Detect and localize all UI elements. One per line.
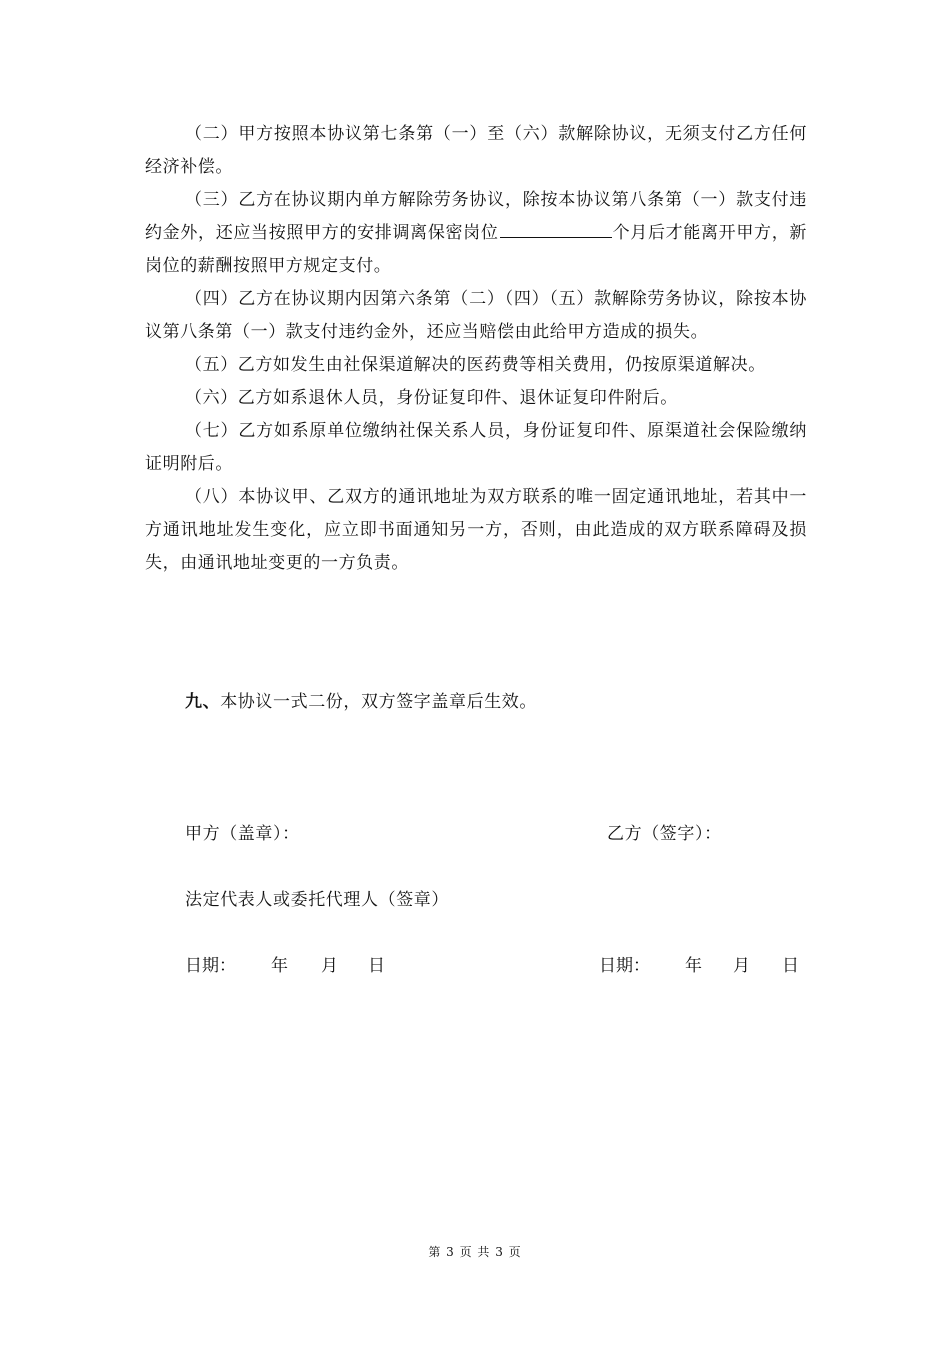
representative-label: 法定代表人或委托代理人（签章）: [185, 890, 449, 910]
party-b-sign-label: 乙方（签字）：: [607, 824, 722, 844]
clause-nine: [185, 686, 537, 719]
paragraph-3-before: （三）乙方在协议期内单方解除劳务协议，除按本协议第八条第（一）款支付违约金外，还应当按照甲方的安排调离保密岗位: [145, 190, 807, 243]
paragraph-4: （四）乙方在协议期内因第六条第（二）（四）（五）款解除劳务协议，除按本协议第八条第（一）款支付违约金外，还应当赔偿由此给甲方造成的损失。: [145, 289, 807, 342]
clause-nine-text: 本协议一式二份，双方签字盖章后生效。: [220, 692, 538, 712]
paragraph-3-after: 个月后才能离开甲方，新岗位的薪酬按照甲方规定支付。: [145, 223, 807, 276]
fill-in-blank: [500, 219, 612, 238]
paragraph-7: （七）乙方如系原单位缴纳社保关系人员，身份证复印件、原渠道社会保险缴纳证明附后。: [145, 421, 807, 474]
party-b-date-day: 日: [782, 956, 799, 976]
party-a-date-year: 年: [271, 956, 288, 976]
party-b-date-month: 月: [733, 956, 750, 976]
clause-nine-number: 九、: [185, 692, 221, 712]
party-b-date-row: [599, 950, 839, 983]
paragraph-8: （八）本协议甲、乙双方的通讯地址为双方联系的唯一固定通讯地址，若其中一方通讯地址发生变化，应立即书面通知另一方，否则，由此造成的双方联系障碍及损失，由通讯地址变更的一方负责。: [145, 487, 807, 573]
paragraph-3: [145, 184, 807, 283]
party-a-date-row: [185, 950, 425, 983]
party-a-date-month: 月: [321, 956, 338, 976]
document-body: [145, 118, 807, 580]
page-number-footer: 第 3 页 共 3 页: [428, 1245, 522, 1259]
paragraph-2: （二）甲方按照本协议第七条第（一）至（六）款解除协议，无须支付乙方任何经济补偿。: [145, 124, 807, 177]
paragraph-6: （六）乙方如系退休人员，身份证复印件、退休证复印件附后。: [185, 388, 678, 408]
party-b-date-label: 日期：: [599, 956, 650, 976]
party-a-seal-label: 甲方（盖章）：: [185, 824, 300, 844]
paragraph-5: （五）乙方如发生由社保渠道解决的医药费等相关费用，仍按原渠道解决。: [185, 355, 766, 375]
party-a-date-label: 日期：: [185, 956, 236, 976]
party-b-date-year: 年: [685, 956, 702, 976]
party-a-date-day: 日: [368, 956, 385, 976]
